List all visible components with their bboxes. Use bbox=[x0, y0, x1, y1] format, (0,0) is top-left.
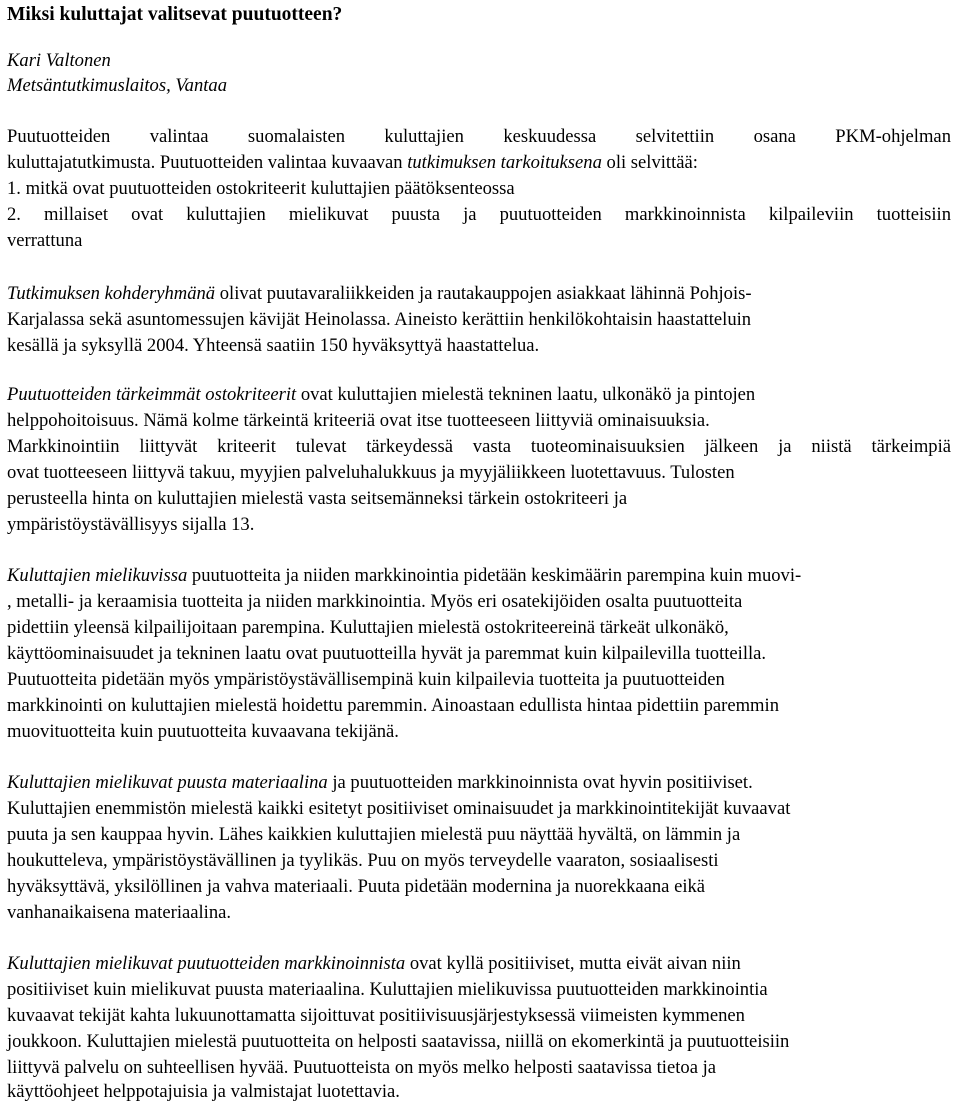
images-line-7: muovituotteita kuin puutuotteita kuvaavana tekijänä. bbox=[7, 721, 399, 742]
marketing-line-5: liittyvä palvelu on suhteellisen hyvää. Puutuotteista on myös melko helposti saatavissa tietoa ja bbox=[7, 1057, 717, 1078]
marketing-line-4: joukkoon. Kuluttajien mielestä puutuotteita on helposti saatavissa, niillä on ekomerkintä ja puutuotteisiin bbox=[7, 1031, 790, 1052]
images-line-5: Puutuotteita pidetään myös ympäristöystävällisempinä kuin kilpailevia tuotteita ja puutuotteiden bbox=[7, 669, 725, 690]
material-line-5: hyväksyttävä, yksilöllinen ja vahva materiaali. Puuta pidetään modernina ja nuorekkaana eikä bbox=[7, 876, 706, 897]
intro-list-item-2: 2. millaiset ovat kuluttajien mielikuvat puusta ja puutuotteiden markkinoinnista kilpaileviin tuotteisiin bbox=[7, 204, 951, 225]
images-line-6: markkinointi on kuluttajien mielestä hoidettu paremmin. Ainoastaan edullista hintaa pidettiin paremmin bbox=[7, 695, 779, 716]
criteria-line-2: helppohoitoisuus. Nämä kolme tärkeintä kriteeriä ovat itse tuotteeseen liittyviä ominaisuuksia. bbox=[7, 410, 710, 431]
marketing-line-3: kuvaavat tekijät kahta lukuunottamatta sijoittuvat positiivisuusjärjestyksessä viimeisten kymmenen bbox=[7, 1005, 745, 1026]
intro-line-1: Puutuotteiden valintaa suomalaisten kuluttajien keskuudessa selvitettiin osana PKM-ohjelman bbox=[7, 126, 951, 147]
images-line-4: käyttöominaisuudet ja tekninen laatu ovat puutuotteilla hyvät ja paremmat kuin kilpailevilla tuotteilla. bbox=[7, 643, 767, 664]
images-line-3: pidettiin yleensä kilpailijoitaan parempina. Kuluttajien mielestä ostokriteereinä tärkeät ulkonäkö, bbox=[7, 617, 729, 638]
target-line-1: Tutkimuksen kohderyhmänä olivat puutavaraliikkeiden ja rautakauppojen asiakkaat lähinnä Pohjois- bbox=[7, 283, 752, 304]
marketing-line-1: Kuluttajien mielikuvat puutuotteiden markkinoinnista ovat kyllä positiiviset, mutta eivät aivan niin bbox=[7, 953, 741, 974]
criteria-line-1: Puutuotteiden tärkeimmät ostokriteerit ovat kuluttajien mielestä tekninen laatu, ulkonäkö ja pintojen bbox=[7, 384, 756, 405]
material-line-4: houkutteleva, ympäristöystävällinen ja tyylikäs. Puu on myös terveydelle vaaraton, sosiaalisesti bbox=[7, 850, 719, 871]
marketing-line-2: positiiviset kuin mielikuvat puusta materiaalina. Kuluttajien mielikuvissa puutuotteiden markkinointia bbox=[7, 979, 768, 1000]
criteria-line-3: Markkinointiin liittyvät kriteerit tulevat tärkeydessä vasta tuoteominaisuuksien jälkeen ja niistä tärkeimpiä bbox=[7, 436, 951, 457]
marketing-line-6: käyttöohjeet helppotajuisia ja valmistajat luotettavia. bbox=[7, 1081, 400, 1102]
material-line-2: Kuluttajien enemmistön mielestä kaikki esitetyt positiiviset ominaisuudet ja markkinointitekijät kuvaavat bbox=[7, 798, 791, 819]
images-line-1: Kuluttajien mielikuvissa puutuotteita ja niiden markkinointia pidetään keskimäärin parempina kuin muovi- bbox=[7, 565, 802, 586]
material-line-6: vanhanaikaisena materiaalina. bbox=[7, 902, 232, 923]
criteria-line-5: perusteella hinta on kuluttajien mielestä vasta seitsemänneksi tärkein ostokriteeri ja bbox=[7, 488, 628, 509]
images-line-2: , metalli- ja keraamisia tuotteita ja niiden markkinointia. Myös eri osatekijöiden osalta puutuotteita bbox=[7, 591, 743, 612]
intro-line-2: kuluttajatutkimusta. Puutuotteiden valintaa kuvaavan tutkimuksen tarkoituksena oli selvittää: bbox=[7, 152, 698, 173]
material-line-1: Kuluttajien mielikuvat puusta materiaalina ja puutuotteiden markkinoinnista ovat hyvin positiiviset. bbox=[7, 772, 753, 793]
target-line-3: kesällä ja syksyllä 2004. Yhteensä saatiin 150 hyväksyttyä haastattelua. bbox=[7, 335, 540, 356]
material-line-3: puuta ja sen kauppaa hyvin. Lähes kaikkien kuluttajien mielestä puu näyttää hyvältä, on lämmin ja bbox=[7, 824, 741, 845]
criteria-line-6: ympäristöystävällisyys sijalla 13. bbox=[7, 514, 255, 535]
author-affiliation: Metsäntutkimuslaitos, Vantaa bbox=[7, 75, 228, 96]
intro-list-item-2-cont: verrattuna bbox=[7, 230, 83, 251]
intro-list-item-1: 1. mitkä ovat puutuotteiden ostokriteerit kuluttajien päätöksenteossa bbox=[7, 178, 515, 199]
document-title: Miksi kuluttajat valitsevat puutuotteen? bbox=[7, 4, 343, 25]
target-line-2: Karjalassa sekä asuntomessujen kävijät Heinolassa. Aineisto kerättiin henkilökohtaisin haastatteluin bbox=[7, 309, 752, 330]
author-name: Kari Valtonen bbox=[7, 50, 111, 71]
criteria-line-4: ovat tuotteeseen liittyvä takuu, myyjien palveluhalukkuus ja myyjäliikkeen luotettavuus. Tulosten bbox=[7, 462, 735, 483]
